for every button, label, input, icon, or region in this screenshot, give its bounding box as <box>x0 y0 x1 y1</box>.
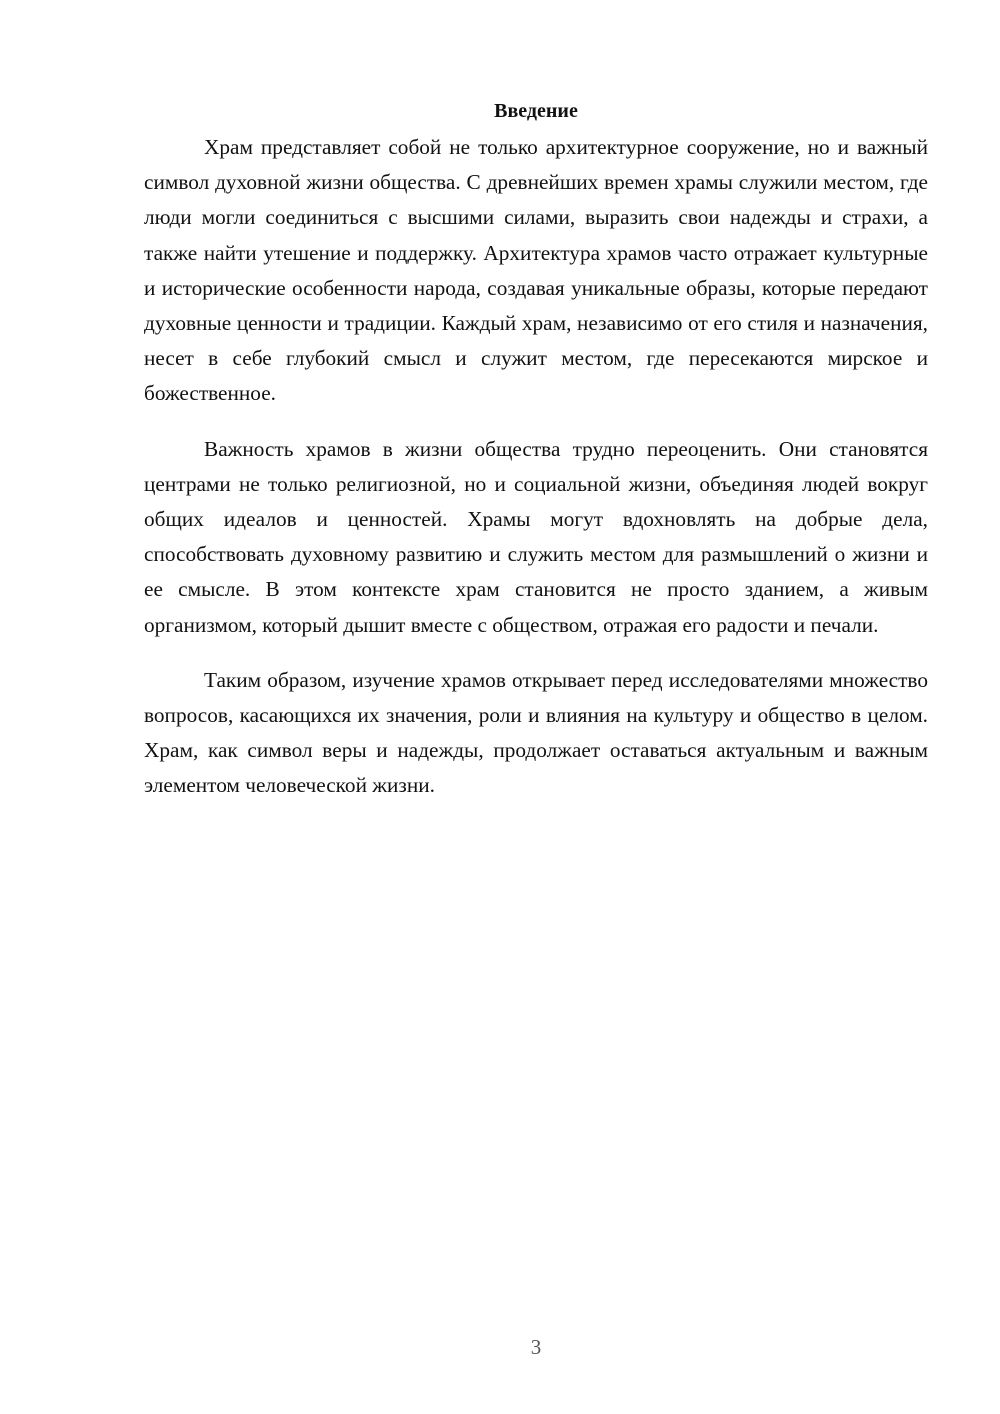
page-content <box>144 96 928 824</box>
page-number: 3 <box>530 1335 542 1359</box>
paragraph-2: Важность храмов в жизни общества трудно переоценить. Они становятся центрами не только религиозной, но и социальной жизни, объединяя людей вокруг общих идеалов и ценностей. Храмы могут вдохновлять на добрые дела, способствовать духовному развитию и служить местом для размышлений о жизни и ее смысле. В этом контексте храм становится не просто зданием, а живым организмом, который дышит вместе с обществом, отражая его радости и печали. <box>144 436 928 637</box>
paragraph-1: Храм представляет собой не только архитектурное сооружение, но и важный символ духовной жизни общества. С древнейших времен храмы служили местом, где люди могли соединиться с высшими силами, выразить свои надежды и страхи, а также найти утешение и поддержку. Архитектура храмов часто отражает культурные и исторические особенности народа, создавая уникальные образы, которые передают духовные ценности и традиции. Каждый храм, независимо от его стиля и назначения, несет в себе глубокий смысл и служит местом, где пересекаются мирское и божественное. <box>144 135 928 406</box>
paragraph-3: Таким образом, изучение храмов открывает перед исследователями множество вопросов, касающихся их значения, роли и влияния на культуру и общество в целом. Храм, как символ веры и надежды, продолжает оставаться актуальным и важным элементом человеческой жизни. <box>144 667 928 798</box>
section-title: Введение <box>494 100 578 122</box>
